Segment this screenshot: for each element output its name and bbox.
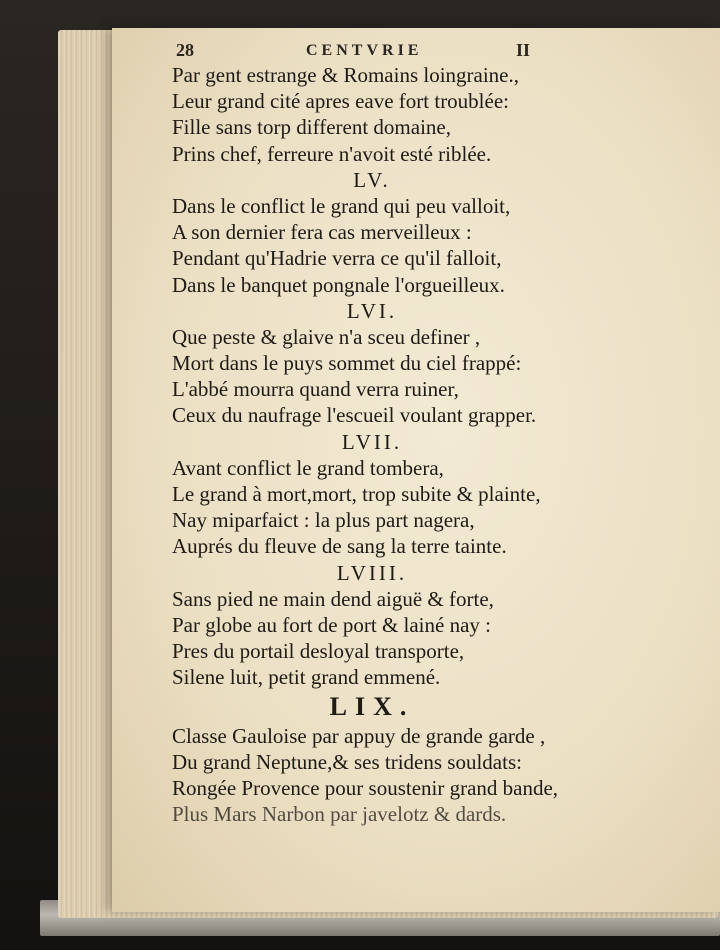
verse-line: Sans pied ne main dend aiguë & forte, [172, 586, 494, 611]
verse-line: A son dernier fera cas merveilleux : [172, 220, 472, 245]
verse-line: Nay miparfaict : la plus part nagera, [172, 508, 475, 533]
verse-line: Silene luit, petit grand emmené. [172, 665, 441, 690]
verse-line: Classe Gauloise par appuy de grande garde , [172, 723, 546, 748]
verse-line: Dans le banquet pongnale l'orgueilleux. [172, 272, 505, 297]
quatrain-number: LIX. [329, 691, 415, 721]
verse-line: Mort dans le puys sommet du ciel frappé: [172, 351, 522, 376]
verse-line: Rongée Provence pour soustenir grand bande, [172, 775, 559, 800]
verse-line: Par globe au fort de port & lainé nay : [172, 612, 491, 637]
page-header [176, 40, 596, 62]
running-head: CENTVRIE [306, 42, 423, 59]
quatrain-number: LVII. [341, 429, 403, 454]
verse-line: Plus Mars Narbon par javelotz & dards. [172, 802, 507, 827]
verse-line: Avant conflict le grand tombera, [172, 455, 444, 480]
verse-line: Leur grand cité apres eave fort troublée: [172, 89, 509, 114]
page-number: 28 [176, 40, 194, 60]
quatrain-number: LVIII. [336, 560, 408, 585]
verse-line: Ceux du naufrage l'escueil voulant grapper. [172, 403, 537, 428]
quatrain-number: LV. [353, 167, 391, 192]
verse-line: L'abbé mourra quand verra ruiner, [172, 377, 459, 402]
text-body [172, 62, 692, 827]
verse-line: Par gent estrange & Romains loingraine., [172, 63, 520, 87]
verse-line: Le grand à mort,mort, trop subite & plainte, [172, 482, 541, 506]
verse-line: Fille sans torp different domaine, [172, 115, 451, 140]
quatrain-number: LVI. [346, 298, 398, 323]
verse-line: Pres du portail desloyal transporte, [172, 639, 465, 664]
verse-line: Pendant qu'Hadrie verra ce qu'il falloit, [172, 246, 502, 271]
verse-line: Dans le conflict le grand qui peu valloit, [172, 193, 511, 218]
verse-line: Auprés du fleuve de sang la terre tainte. [172, 534, 507, 559]
verse-line: Du grand Neptune,& ses tridens souldats: [172, 749, 522, 774]
verse-line: Que peste & glaive n'a sceu definer , [172, 324, 481, 349]
verse-line: Prins chef, ferreure n'avoit esté riblée. [172, 141, 492, 166]
running-head-number: II [516, 40, 531, 60]
